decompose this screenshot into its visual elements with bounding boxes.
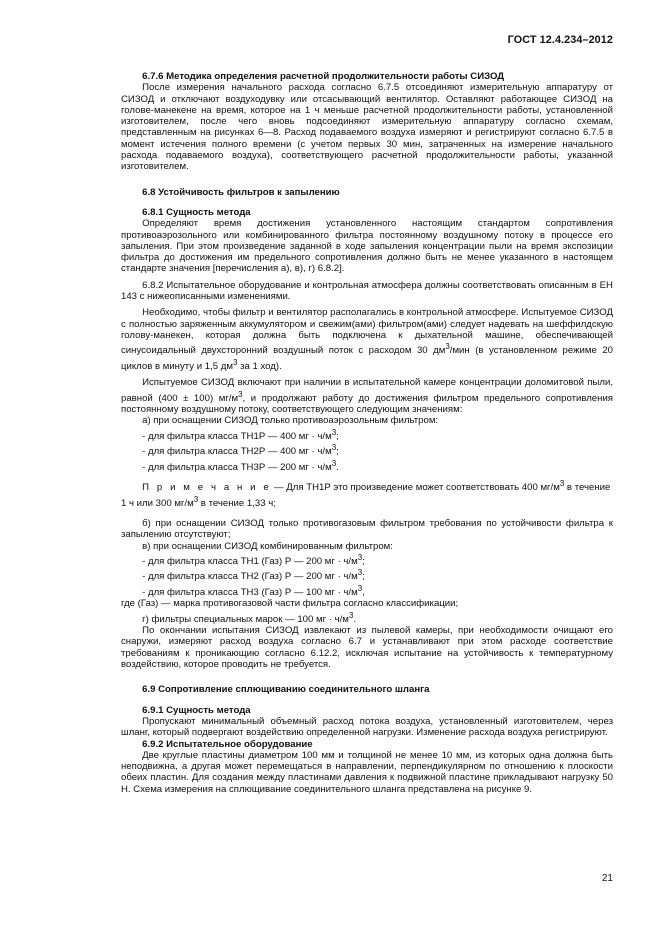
dust-text: Испытуемое СИЗОД включают при наличии в испытательной камере концентрации доломитовой пыли, равной (400 ± 100) мг/м <box>121 377 613 404</box>
punct: ; <box>336 446 339 458</box>
closing-paragraph: По окончании испытания СИЗОД извлекают из пылевой камеры, при необходимости очищают его снаружи, измеряют расход воздуха согласно 6.7 и устанавливают при этом расходе соответствие требованиям к проникающию согласно 6.12.2, исключая испытание на устойчивость к температурному воздействию, которое проводить не требуется. <box>121 625 613 671</box>
heading-6-9: 6.9 Сопротивление сплющиванию соединительного шланга <box>142 684 430 696</box>
list-item-a1 <box>121 427 613 442</box>
superscript: 3 <box>331 458 337 468</box>
note-text-3: в течение 1,33 ч; <box>198 497 276 509</box>
punct: ; <box>336 430 339 442</box>
list-text: - для фильтра класса ТН1 (Газ) Р — 200 мг · ч/м <box>142 556 358 568</box>
list-item-a2 <box>121 442 613 457</box>
punct: , <box>362 587 365 599</box>
superscript: 3 <box>559 479 565 489</box>
note <box>121 478 613 509</box>
punct: ; <box>362 571 365 583</box>
punct: . <box>336 461 339 473</box>
note-label: П р и м е ч а н и е <box>142 482 272 494</box>
list-text: г) фильтры специальных марок — 100 мг · ч/м <box>142 613 349 625</box>
list-item-a3 <box>121 458 613 473</box>
list-text: - для фильтра класса ТН3 (Газ) Р — 100 мг · ч/м <box>142 587 358 599</box>
punct: ; <box>362 556 365 568</box>
document-page <box>121 34 613 914</box>
superscript: 3 <box>348 610 354 620</box>
heading-6-7-6: 6.7.6 Методика определения расчетной продолжительности работы СИЗОД <box>142 71 505 82</box>
gas-note: где (Газ) — марка противогазовой части фильтра согласно классификации; <box>121 598 459 610</box>
heading-6-9-2: 6.9.2 Испытательное оборудование <box>142 738 313 750</box>
superscript: 3 <box>357 552 363 562</box>
superscript: 3 <box>331 443 337 453</box>
heading-6-8: 6.8 Устойчивость фильтров к запылению <box>142 186 340 198</box>
document-body <box>121 71 613 795</box>
test-setup-text-mid: /мин (в установленном режиме 20 циклов в минуту и 1,5 дм <box>121 345 613 372</box>
superscript: 3 <box>445 342 450 352</box>
punct: . <box>353 613 357 625</box>
note-text-2: в течение 1 ч или 300 мг/м <box>121 482 611 509</box>
list-text: - для фильтра класса ТН1Р — 400 мг · ч/м <box>142 430 332 442</box>
list-item-v2 <box>121 567 613 582</box>
superscript: 3 <box>238 389 243 399</box>
page-number: 21 <box>601 873 613 884</box>
superscript: 3 <box>357 583 363 593</box>
list-item-v3 <box>121 583 613 598</box>
test-setup-text: Необходимо, чтобы фильтр и вентилятор располагались в контрольной атмосфере. Испытуемое СИЗОД с полностью заряженным аккумулятором и свежим(ами) фильтром(ами) следует надевать на шеффилдскую голову-манекен, которая должна быть подключена к дыхательной машине, обеспечивающей синусоидальный двухсторонний воздушный поток с расходом 30 дм <box>121 307 613 357</box>
item-b: б) при оснащении СИЗОД только противогазовым фильтром требования по устойчивости фильтра к запылению отсутствуют; <box>121 518 613 541</box>
paragraph-test-setup <box>121 307 613 372</box>
paragraph-6-8-1: Определяют время достижения установленного настоящим стандартом сопротивления противоаэрозольного или комбинированного фильтра постоянному воздушному потоку в процессе его запыления. При этом произведение заданной в ходе запыления концентрации пыли на время экспозиции фильтра до достижения им предельного сопротивления должно быть не менее указанного в настоящем стандарте значения [перечисления а), в), г) 6.8.2]. <box>121 218 613 275</box>
note-text: — Для ТН1Р это произведение может соответствовать 400 мг/м <box>271 482 560 494</box>
dust-text-end: , и продолжают работу до достижения фильтром предельного сопротивления постоянному воздушному потоку, соответствующего следующим значениям: <box>121 392 613 415</box>
superscript: 3 <box>357 568 363 578</box>
paragraph-6-7-6: После измерения начального расхода согласно 6.7.5 отсоединяют измерительную аппаратуру от СИЗОД и отключают воздуходувку или отсасывающий вентилятор. Оставляют работающее СИЗОД на голове-манекене на время, которое на 1 ч меньше расчетной продолжительности работы, установленной изготовителем, после чего вновь подсоединяют измерительную аппаратуру согласно схемам, представленным на рисунках 6—8. Расход подаваемого воздуха измеряют и регистрируют согласно 6.7.5 в момент истечения полного времени (с учетом первых 30 мин, затраченных на измерение начального расхода подаваемого воздуха), соответствующего расчетной продолжительности работы, указанной изготовителем. <box>121 82 613 173</box>
item-g <box>121 610 613 625</box>
heading-6-8-1: 6.8.1 Сущность метода <box>142 206 251 218</box>
test-setup-text-end: за 1 ход). <box>237 360 282 372</box>
list-text: - для фильтра класса ТН3Р — 200 мг · ч/м <box>142 461 332 473</box>
paragraph-dust-concentration <box>121 377 613 415</box>
standard-header: ГОСТ 12.4.234–2012 <box>507 34 613 46</box>
heading-6-9-1: 6.9.1 Сущность метода <box>142 704 251 716</box>
paragraph-6-8-2: 6.8.2 Испытательное оборудование и контрольная атмосфера должны соответствовать описанным в ЕН 143 с нижеописанными изменениями. <box>121 279 613 303</box>
superscript: 3 <box>232 357 238 367</box>
list-text: - для фильтра класса ТН2 (Газ) Р — 200 мг · ч/м <box>142 571 358 583</box>
item-v: в) при оснащении СИЗОД комбинированным фильтром: <box>142 540 393 552</box>
paragraph-6-9-2: Две круглые пластины диаметром 100 мм и толщиной не менее 10 мм, из которых одна должна быть неподвижна, а другая может перемещаться в направлении, перпендикулярном по отношению к плоскости обеих пластин. Для создания между пластинами давления к подвижной пластине прикладывают нагрузку 50 Н. Схема измерения на сплющивание соединительного шланга представлена на рисунке 9. <box>121 749 613 795</box>
paragraph-6-9-1: Пропускают минимальный объемный расход потока воздуха, установленный изготовителем, через шланг, который подвергают воздействию определенной нагрузки. Изменение расхода воздуха регистрируют. <box>121 715 613 739</box>
superscript: 3 <box>331 427 337 437</box>
list-text: - для фильтра класса ТН2Р — 400 мг · ч/м <box>142 446 332 458</box>
item-a: а) при оснащении СИЗОД только противоаэрозольным фильтром: <box>142 415 439 427</box>
superscript: 3 <box>193 494 199 504</box>
list-item-v1 <box>121 552 613 567</box>
